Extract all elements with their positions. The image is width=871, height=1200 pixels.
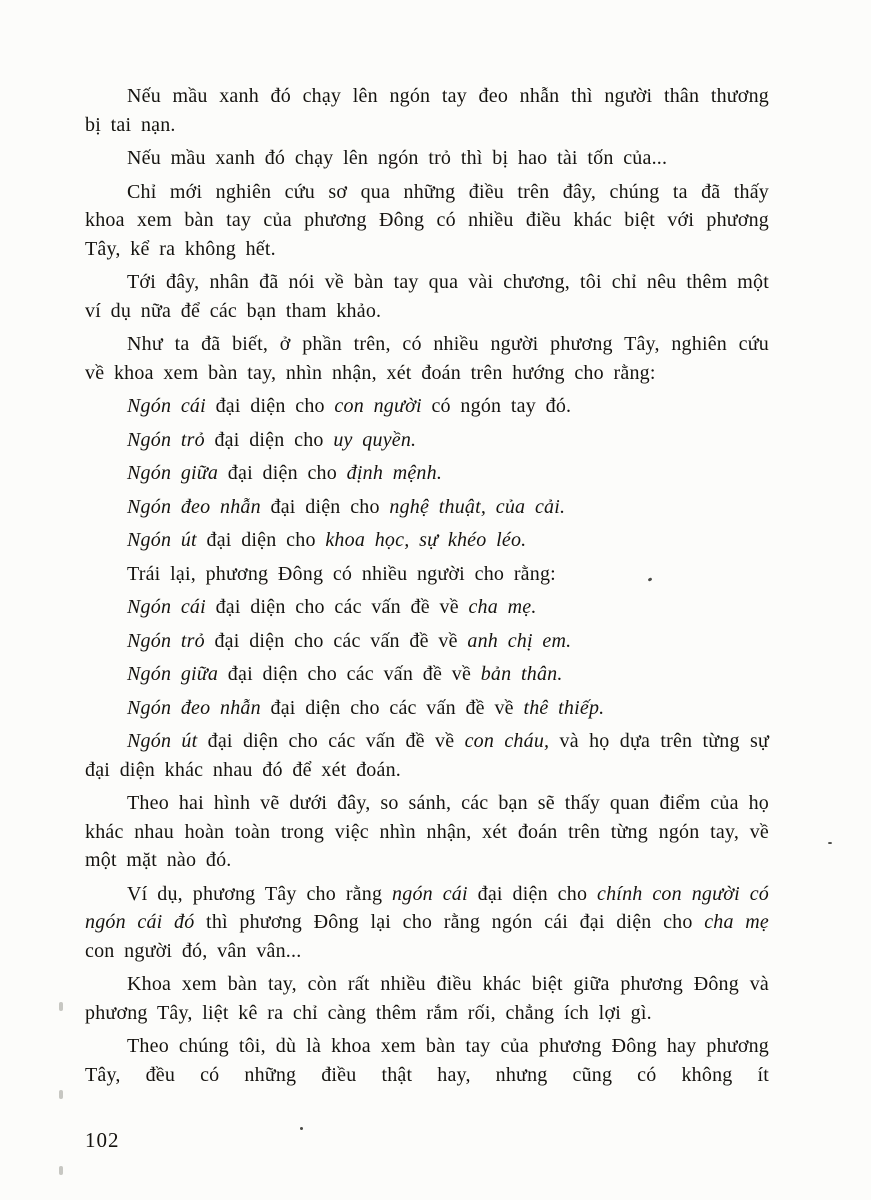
text-run: đại diện cho các vấn đề về bbox=[197, 730, 465, 752]
page-number: 102 bbox=[85, 1128, 120, 1152]
paragraph bbox=[85, 970, 769, 1027]
text-run: đại diện cho các vấn đề về bbox=[204, 629, 468, 652]
text-run: Ví dụ, phương Tây cho rằng bbox=[127, 882, 393, 905]
paragraph bbox=[85, 178, 769, 264]
text-run-italic: Ngón trỏ bbox=[127, 428, 205, 451]
text-run: đại diện cho bbox=[205, 395, 335, 417]
paragraph bbox=[85, 660, 769, 689]
text-run: đại diện cho các vấn đề về bbox=[205, 596, 469, 618]
text-run: đại diện cho các vấn đề về bbox=[218, 663, 481, 685]
text-run-italic: Ngón đeo nhẫn bbox=[127, 696, 261, 719]
text-run-italic: ngón cái bbox=[392, 882, 468, 905]
text-run: Trái lại, phương Đông có nhiều người cho rằng: bbox=[127, 562, 556, 585]
text-run-italic: Ngón giữa bbox=[127, 462, 219, 484]
paragraph bbox=[85, 526, 769, 555]
text-run-italic: con cháu, bbox=[464, 730, 550, 752]
page-text bbox=[85, 82, 769, 1094]
text-run-italic: Ngón út bbox=[127, 730, 198, 752]
text-run-italic: định mệnh. bbox=[346, 462, 443, 484]
scan-speck bbox=[828, 842, 832, 844]
text-run-italic: Ngón đeo nhẫn bbox=[127, 495, 261, 518]
text-run: Chỉ mới nghiên cứu sơ qua những điều trên đây, chúng ta đã thấy khoa xem bàn tay của phương Đông có nhiều điều khác biệt với phương Tây, kể ra không hết. bbox=[85, 180, 769, 260]
text-run: đại diện cho các vấn đề về bbox=[260, 696, 524, 719]
paragraph bbox=[85, 392, 769, 421]
text-run-italic: Ngón cái bbox=[127, 395, 206, 417]
text-run: đại diện cho bbox=[218, 462, 347, 484]
text-run: Nếu mầu xanh đó chạy lên ngón tay đeo nhẫn thì người thân thương bị tai nạn. bbox=[85, 85, 769, 136]
text-run-italic: nghệ thuật, của cải. bbox=[389, 495, 566, 518]
paragraph bbox=[85, 493, 769, 522]
text-run: đại diện cho bbox=[196, 529, 326, 551]
text-run: đại diện cho bbox=[260, 495, 390, 518]
text-run-italic: Ngón út bbox=[127, 529, 197, 551]
paragraph bbox=[85, 593, 769, 622]
text-run-italic: con người bbox=[334, 395, 422, 417]
paragraph bbox=[85, 727, 769, 784]
text-run: Khoa xem bàn tay, còn rất nhiều điều khác biệt giữa phương Đông và phương Tây, liệt kê ra chỉ càng thêm rắm rối, chẳng ích lợi gì. bbox=[85, 973, 769, 1024]
paragraph bbox=[85, 880, 769, 966]
paragraph bbox=[85, 268, 769, 325]
text-run-italic: Ngón cái bbox=[127, 596, 206, 618]
scan-edge-artifact bbox=[59, 1002, 63, 1011]
text-run-italic: Ngón trỏ bbox=[127, 629, 205, 652]
paragraph bbox=[85, 560, 769, 589]
paragraph bbox=[85, 789, 769, 875]
text-run: Như ta đã biết, ở phần trên, có nhiều người phương Tây, nghiên cứu về khoa xem bàn tay, nhìn nhận, xét đoán trên hướng cho rằng: bbox=[85, 333, 769, 384]
text-run: con người đó, vân vân... bbox=[85, 939, 302, 962]
paragraph bbox=[85, 82, 769, 139]
text-run: có ngón tay đó. bbox=[421, 395, 572, 417]
paragraph bbox=[85, 1032, 769, 1089]
text-run-italic: chính con người có ngón cái đó bbox=[85, 882, 769, 933]
paragraph bbox=[85, 330, 769, 387]
paragraph bbox=[85, 627, 769, 656]
text-run: đại diện cho bbox=[204, 428, 334, 451]
text-run: thì phương Đông lại cho rằng ngón cái đại diện cho bbox=[194, 911, 705, 933]
text-run-italic: cha mẹ. bbox=[468, 596, 537, 618]
text-run: và họ dựa trên từng sự đại diện khác nhau đó để xét đoán. bbox=[85, 730, 769, 781]
paragraph bbox=[85, 694, 769, 723]
paragraph bbox=[85, 426, 769, 455]
text-run-italic: Ngón giữa bbox=[127, 663, 219, 685]
text-run: Tới đây, nhân đã nói về bàn tay qua vài chương, tôi chỉ nêu thêm một ví dụ nữa để các bạn tham khảo. bbox=[85, 271, 769, 322]
paragraph bbox=[85, 144, 769, 173]
scan-speck bbox=[300, 1127, 303, 1130]
scan-edge-artifact bbox=[59, 1166, 63, 1175]
scan-edge-artifact bbox=[59, 1090, 63, 1099]
text-run-italic: uy quyền. bbox=[333, 428, 417, 451]
text-run: Theo hai hình vẽ dưới đây, so sánh, các bạn sẽ thấy quan điểm của họ khác nhau hoàn toàn trong việc nhìn nhận, xét đoán trên từng ngón tay, về một mặt nào đó. bbox=[85, 792, 769, 871]
text-run: đại diện cho bbox=[467, 882, 598, 905]
text-run-italic: anh chị em. bbox=[467, 629, 572, 652]
text-run-italic: thê thiếp. bbox=[523, 696, 605, 719]
text-run: Theo chúng tôi, dù là khoa xem bàn tay của phương Đông hay phương Tây, đều có những điều thật hay, nhưng cũng có không ít bbox=[85, 1035, 769, 1086]
text-run-italic: cha mẹ bbox=[704, 911, 769, 933]
paragraph bbox=[85, 459, 769, 488]
text-run: Nếu mầu xanh đó chạy lên ngón trỏ thì bị hao tài tốn của... bbox=[127, 147, 668, 169]
text-run-italic: bản thân. bbox=[480, 663, 563, 685]
text-run-italic: khoa học, sự khéo léo. bbox=[325, 529, 527, 551]
